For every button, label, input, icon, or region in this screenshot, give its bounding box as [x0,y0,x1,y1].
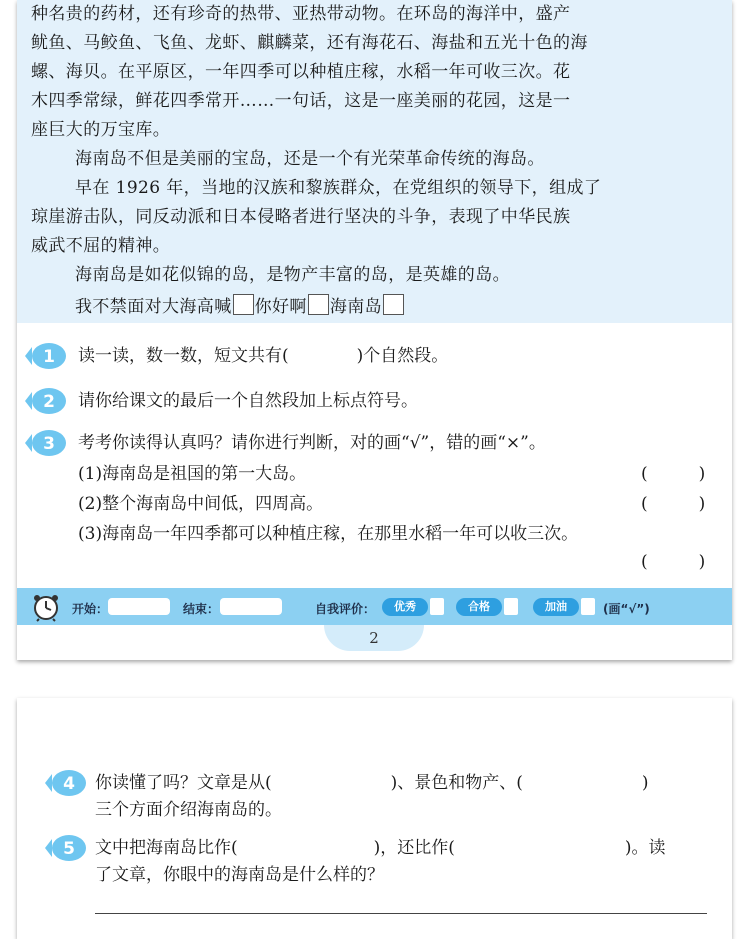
svg-text:2: 2 [43,392,55,412]
grade-excellent-badge: 优秀 [382,598,428,616]
passage-line: 种名贵的药材，还有珍奇的热带、亚热带动物。在环岛的海洋中，盛产 [31,4,571,24]
alarm-clock-icon [31,592,61,622]
svg-text:5: 5 [63,839,75,859]
progress-footer-bar [17,588,732,625]
question-number-icon-4 [43,768,87,798]
passage-line: 鱿鱼、马鲛鱼、飞鱼、龙虾、麒麟菜，还有海花石、海盐和五光十色的海 [31,33,588,53]
question-5-line-2: 了文章，你眼中的海南岛是什么样的？ [95,865,384,885]
passage-line: 威武不屈的精神。 [31,236,171,256]
judgement-item-3: (3)海南岛一年四季都可以种植庄稼，在那里水稻一年可以收三次。 [78,524,579,544]
question-number-icon-2 [23,386,67,416]
worksheet-page-1 [17,0,732,660]
svg-text:1: 1 [43,347,55,367]
passage-line: 早在 1926 年，当地的汉族和黎族群众，在党组织的领导下，组成了 [75,178,602,198]
reading-passage [17,0,732,323]
grade-pass-checkbox[interactable] [504,598,518,615]
judgement-answer-1[interactable]: ( ) [641,464,706,484]
punctuation-box-1[interactable] [233,294,254,315]
page-number: 2 [369,629,379,647]
passage-line: 木四季常绿，鲜花四季常开……一句话，这是一座美丽的花园，这是一 [31,91,571,111]
passage-line: 座巨大的万宝库。 [31,120,171,140]
answer-line[interactable] [95,913,707,914]
question-number-icon-3 [23,428,67,458]
question-1-text: 读一读，数一数，短文共有( )个自然段。 [78,346,449,366]
start-time-field[interactable] [108,598,170,615]
end-time-field[interactable] [220,598,282,615]
passage-line: 琼崖游击队，同反动派和日本侵略者进行坚决的斗争，表现了中华民族 [31,207,571,227]
worksheet-page-2 [17,698,732,939]
passage-last-line [75,294,405,317]
grade-excellent-checkbox[interactable] [430,598,444,615]
svg-text:3: 3 [43,434,55,454]
judgement-answer-3[interactable]: ( ) [641,552,706,572]
grade-effort-badge: 加油 [533,598,579,616]
start-time-label: 开始： [72,602,109,616]
punctuation-box-3[interactable] [383,294,404,315]
question-2-text: 请你给课文的最后一个自然段加上标点符号。 [78,391,418,411]
question-4-line-1: 你读懂了吗？文章是从( )、景色和物产、( ) [95,773,649,793]
end-time-label: 结束： [183,602,220,616]
last-line-part2: 你好啊 [254,297,307,317]
judgement-item-2: (2)整个海南岛中间低，四周高。 [78,494,324,514]
question-4-line-2: 三个方面介绍海南岛的。 [95,800,282,820]
page-number-tab [324,625,424,651]
grade-pass-badge: 合格 [456,598,502,616]
question-5-line-1: 文中把海南岛比作( )，还比作( )。读 [95,838,666,858]
svg-text:4: 4 [63,774,75,794]
judgement-item-1: (1)海南岛是祖国的第一大岛。 [78,464,307,484]
question-3-text: 考考你读得认真吗？请你进行判断，对的画“√”，错的画“×”。 [78,433,546,453]
passage-line: 海南岛不但是美丽的宝岛，还是一个有光荣革命传统的海岛。 [75,149,545,169]
grade-effort-checkbox[interactable] [581,598,595,615]
passage-line: 螺、海贝。在平原区，一年四季可以种植庄稼，水稻一年可收三次。花 [31,62,571,82]
question-number-icon-1 [23,341,67,371]
question-number-icon-5 [43,833,87,863]
punctuation-box-2[interactable] [308,294,329,315]
self-evaluation-label: 自我评价： [315,602,376,616]
last-line-part1: 我不禁面对大海高喊 [75,297,232,317]
last-line-part3: 海南岛 [329,297,383,317]
passage-line: 海南岛是如花似锦的岛，是物产丰富的岛，是英雄的岛。 [75,265,510,285]
check-mark-hint: (画“√”) [603,602,650,616]
judgement-answer-2[interactable]: ( ) [641,494,706,514]
